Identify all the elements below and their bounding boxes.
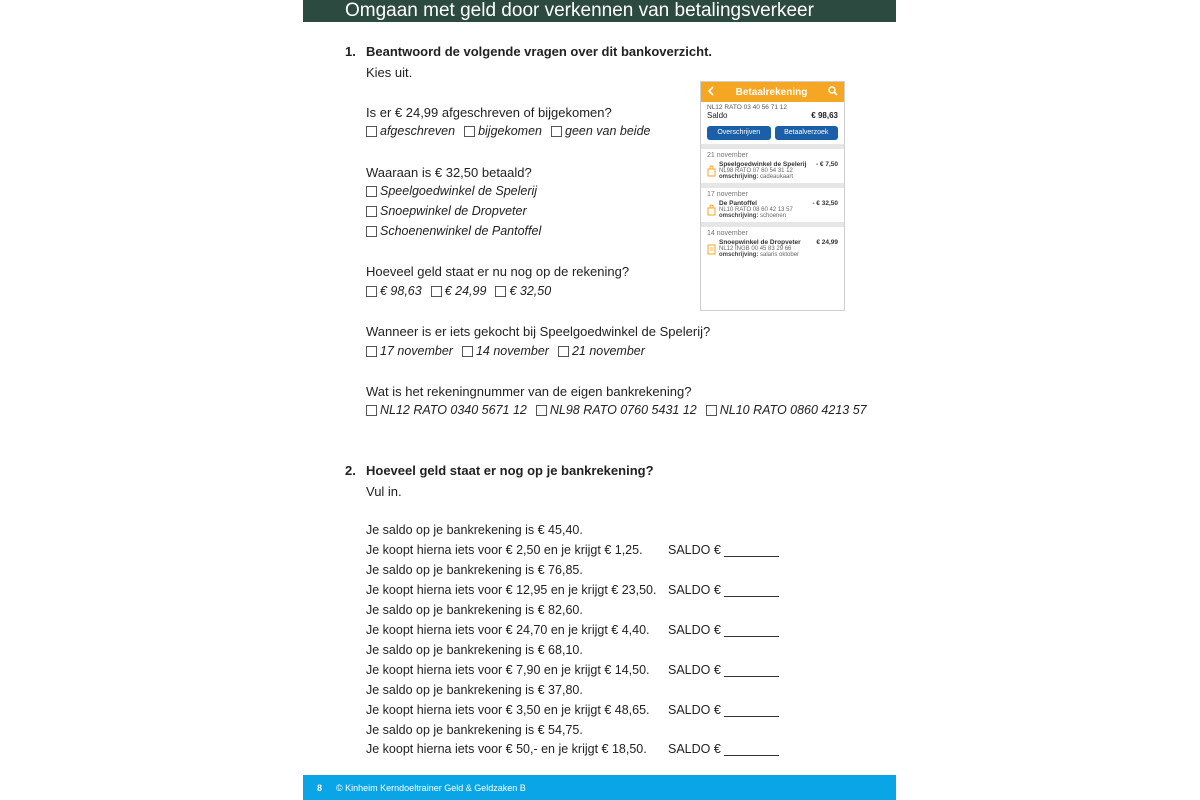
saldo-label: SALDO € bbox=[668, 742, 721, 756]
saldo-answer bbox=[668, 583, 779, 597]
exercise-purchase-line: Je koopt hierna iets voor € 3,50 en je krijgt € 48,65. bbox=[366, 703, 650, 717]
transaction-description: salaris oktober bbox=[760, 252, 800, 258]
checkbox[interactable] bbox=[462, 346, 473, 357]
q1a-text: Is er € 24,99 afgeschreven of bijgekomen? bbox=[366, 105, 612, 120]
exercise-purchase-line: Je koopt hierna iets voor € 7,90 en je krijgt € 14,50. bbox=[366, 663, 650, 677]
transaction-name: De Pantoffel bbox=[719, 200, 757, 207]
q1e-options bbox=[366, 403, 876, 417]
q1d-option[interactable]: 21 november bbox=[558, 344, 645, 358]
transaction-item[interactable] bbox=[701, 227, 844, 261]
checkbox[interactable] bbox=[366, 186, 377, 197]
q1e-text: Wat is het rekeningnummer van de eigen bankrekening? bbox=[366, 384, 692, 399]
q1c-options bbox=[366, 284, 560, 298]
q1b-text: Waaraan is € 32,50 betaald? bbox=[366, 165, 532, 180]
exercise-balance-line: Je saldo op je bankrekening is € 82,60. bbox=[366, 603, 583, 617]
exercise-purchase-line: Je koopt hierna iets voor € 12,95 en je krijgt € 23,50. bbox=[366, 583, 657, 597]
transaction-item[interactable] bbox=[701, 188, 844, 222]
checkbox[interactable] bbox=[366, 206, 377, 217]
saldo-answer bbox=[668, 543, 779, 557]
description-label: omschrijving: bbox=[719, 252, 759, 258]
exercise-purchase-line: Je koopt hierna iets voor € 24,70 en je krijgt € 4,40. bbox=[366, 623, 650, 637]
balance-label: Saldo bbox=[707, 111, 728, 120]
action-buttons bbox=[701, 120, 844, 144]
page-title: Omgaan met geld door verkennen van betalingsverkeer bbox=[303, 0, 896, 22]
transaction-account: NL10 RATO 08 60 42 13 57 bbox=[719, 207, 793, 213]
checkbox[interactable] bbox=[495, 286, 506, 297]
q1-instruction: Kies uit. bbox=[366, 65, 413, 80]
saldo-answer bbox=[668, 623, 779, 637]
transaction-item[interactable] bbox=[701, 149, 844, 183]
q1e-option[interactable]: NL12 RATO 0340 5671 12 bbox=[366, 403, 527, 417]
saldo-blank-input[interactable] bbox=[724, 704, 779, 717]
q2-instruction: Vul in. bbox=[366, 484, 402, 499]
transaction-amount: - € 32,50 bbox=[812, 200, 838, 207]
transaction-account: NL12 INGB 00 45 83 29 66 bbox=[719, 246, 792, 252]
transaction-amount: € 24,99 bbox=[816, 239, 838, 246]
balance-value: € 98,63 bbox=[811, 111, 838, 120]
saldo-blank-input[interactable] bbox=[724, 664, 779, 677]
q1a-option[interactable]: afgeschreven bbox=[366, 124, 455, 138]
balance-row bbox=[701, 111, 844, 120]
description-label: omschrijving: bbox=[719, 174, 759, 180]
checkbox[interactable] bbox=[366, 126, 377, 137]
page-footer bbox=[303, 775, 896, 800]
q1e-option[interactable]: NL98 RATO 0760 5431 12 bbox=[536, 403, 697, 417]
q1b-option[interactable]: Schoenenwinkel de Pantoffel bbox=[366, 224, 541, 238]
checkbox[interactable] bbox=[706, 405, 717, 416]
checkbox[interactable] bbox=[366, 226, 377, 237]
q2-title: Hoeveel geld staat er nog op je bankrekening? bbox=[366, 463, 654, 478]
q1a-option[interactable]: bijgekomen bbox=[464, 124, 542, 138]
transaction-date: 14 november bbox=[707, 230, 748, 237]
exercise-balance-line: Je saldo op je bankrekening is € 54,75. bbox=[366, 723, 583, 737]
saldo-answer bbox=[668, 703, 779, 717]
saldo-label: SALDO € bbox=[668, 583, 721, 597]
exercise-balance-line: Je saldo op je bankrekening is € 45,40. bbox=[366, 523, 583, 537]
q1-number: 1. bbox=[345, 44, 356, 59]
app-header bbox=[701, 82, 844, 102]
q1d-option[interactable]: 14 november bbox=[462, 344, 549, 358]
checkbox[interactable] bbox=[366, 286, 377, 297]
exercise-balance-line: Je saldo op je bankrekening is € 68,10. bbox=[366, 643, 583, 657]
checkbox[interactable] bbox=[558, 346, 569, 357]
shopping-bag-icon bbox=[707, 164, 716, 176]
transaction-name: Speelgoedwinkel de Spelerij bbox=[719, 161, 807, 168]
exercise-balance-line: Je saldo op je bankrekening is € 37,80. bbox=[366, 683, 583, 697]
saldo-label: SALDO € bbox=[668, 703, 721, 717]
saldo-blank-input[interactable] bbox=[724, 624, 779, 637]
page-number: 8 bbox=[317, 782, 323, 793]
checkbox[interactable] bbox=[431, 286, 442, 297]
search-icon[interactable] bbox=[828, 86, 838, 99]
checkbox[interactable] bbox=[536, 405, 547, 416]
q1c-option[interactable]: € 98,63 bbox=[366, 284, 422, 298]
exercise-purchase-line: Je koopt hierna iets voor € 50,- en je krijgt € 18,50. bbox=[366, 742, 647, 756]
checkbox[interactable] bbox=[366, 346, 377, 357]
q1d-options bbox=[366, 344, 654, 358]
transaction-date: 17 november bbox=[707, 191, 748, 198]
saldo-blank-input[interactable] bbox=[724, 544, 779, 557]
saldo-blank-input[interactable] bbox=[724, 584, 779, 597]
q1b-option[interactable]: Speelgoedwinkel de Spelerij bbox=[366, 184, 537, 198]
saldo-blank-input[interactable] bbox=[724, 743, 779, 756]
worksheet-page bbox=[303, 0, 896, 800]
exercise-purchase-line: Je koopt hierna iets voor € 2,50 en je krijgt € 1,25. bbox=[366, 543, 643, 557]
payment-request-button[interactable]: Betaalverzoek bbox=[775, 126, 839, 140]
q1-title: Beantwoord de volgende vragen over dit bankoverzicht. bbox=[366, 44, 713, 59]
transaction-date: 21 november bbox=[707, 152, 748, 159]
q1a-option[interactable]: geen van beide bbox=[551, 124, 651, 138]
shopping-bag-icon bbox=[707, 203, 716, 215]
saldo-label: SALDO € bbox=[668, 623, 721, 637]
back-chevron-icon[interactable] bbox=[707, 86, 715, 99]
transaction-name: Snoepwinkel de Dropveter bbox=[719, 239, 801, 246]
account-number: NL12 RATO 03 40 56 71 12 bbox=[707, 104, 787, 111]
q1c-option[interactable]: € 32,50 bbox=[495, 284, 551, 298]
q1b-option[interactable]: Snoepwinkel de Dropveter bbox=[366, 204, 527, 218]
copyright-text: © Kinheim Kerndoeltrainer Geld & Geldzaken B bbox=[336, 782, 526, 793]
q1d-text: Wanneer is er iets gekocht bij Speelgoedwinkel de Spelerij? bbox=[366, 324, 711, 339]
transaction-description: schoenen bbox=[760, 213, 787, 219]
checkbox[interactable] bbox=[464, 126, 475, 137]
q1a-options bbox=[366, 124, 660, 138]
checkbox[interactable] bbox=[366, 405, 377, 416]
q2-number: 2. bbox=[345, 463, 356, 478]
q1c-text: Hoeveel geld staat er nu nog op de rekening? bbox=[366, 264, 630, 279]
transaction-account: NL98 RATO 07 60 54 31 12 bbox=[719, 168, 793, 174]
q1d-option[interactable]: 17 november bbox=[366, 344, 453, 358]
transfer-button[interactable]: Overschrijven bbox=[707, 126, 771, 140]
checkbox[interactable] bbox=[551, 126, 562, 137]
document-icon bbox=[707, 242, 716, 254]
transaction-amount: - € 7,50 bbox=[815, 161, 838, 168]
app-title: Betaalrekening bbox=[735, 86, 808, 98]
saldo-answer bbox=[668, 663, 779, 677]
exercise-balance-line: Je saldo op je bankrekening is € 76,85. bbox=[366, 563, 583, 577]
description-label: omschrijving: bbox=[719, 213, 759, 219]
q1c-option[interactable]: € 24,99 bbox=[431, 284, 487, 298]
saldo-answer bbox=[668, 742, 779, 756]
saldo-label: SALDO € bbox=[668, 663, 721, 677]
transaction-description: cadeaukaart bbox=[760, 174, 794, 180]
q1e-option[interactable]: NL10 RATO 0860 4213 57 bbox=[706, 403, 867, 417]
saldo-label: SALDO € bbox=[668, 543, 721, 557]
bank-app-mockup bbox=[700, 81, 845, 311]
